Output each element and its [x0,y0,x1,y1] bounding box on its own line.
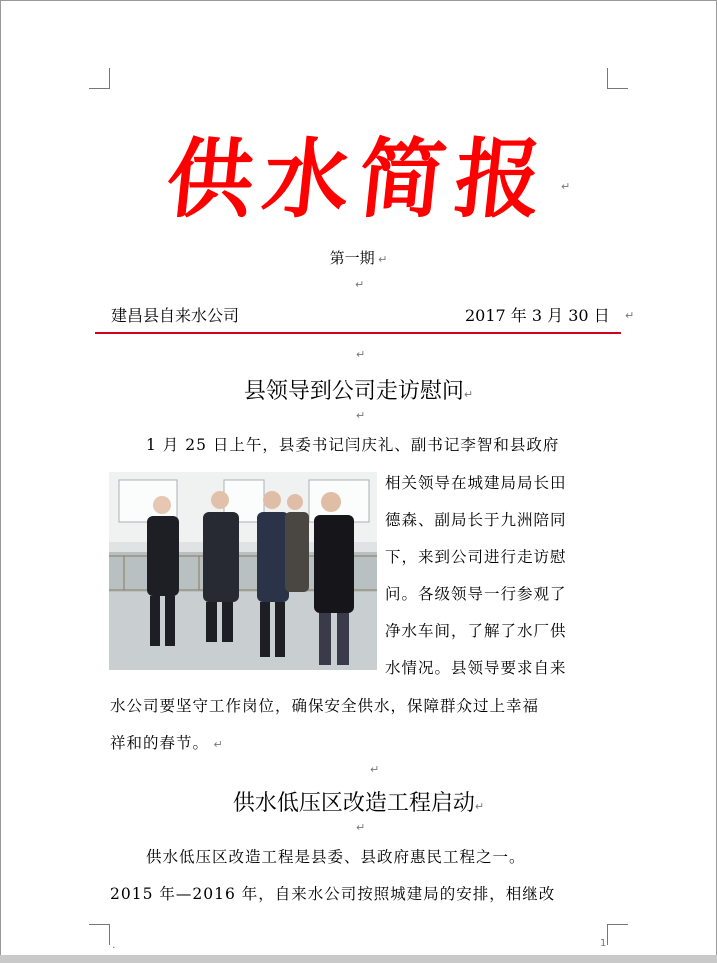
crop-mark-top-right [607,68,628,89]
issue-date: 2017 年 3 月 30 日 [465,306,610,325]
article-1-line: 水情况。县领导要求自来 [385,659,567,677]
paragraph-mark: ↵ [356,348,366,361]
paragraph-mark: ↵ [561,180,571,193]
article-1-line: 问。各级领导一行参观了 [385,585,567,603]
article-1-line: 祥和的春节。 ↵ [110,734,224,752]
crop-mark-bottom-right [607,924,628,945]
article-1-line: 净水车间，了解了水厂供 [385,622,567,640]
masthead-title: 供水简报 [161,129,557,230]
visit-photo [109,472,377,670]
article-2-headline: 供水低压区改造工程启动↵ [232,791,485,816]
paragraph-mark: ↵ [356,821,366,834]
paragraph-mark: ↵ [370,763,380,776]
article-1-line: 相关领导在城建局局长田 [385,474,567,492]
article-1-headline: 县领导到公司走访慰问↵ [243,379,474,404]
footer-mark: . [112,938,116,951]
article-1-line: 德森、副局长于九洲陪同 [385,511,567,529]
paragraph-mark: ↵ [356,409,366,422]
article-2-line: 2015 年—2016 年，自来水公司按照城建局的安排，相继改 [110,885,556,903]
paragraph-mark: ↵ [355,278,365,291]
visit-photo-image [109,472,377,670]
article-1-line: 水公司要坚守工作岗位，确保安全供水，保障群众过上幸福 [110,697,540,715]
paragraph-mark: ↵ [625,309,635,322]
publisher-name: 建昌县自来水公司 [111,306,240,325]
issue-number: 第一期 ↵ [329,249,388,267]
article-1-line: 1 月 25 日上午，县委书记闫庆礼、副书记李智和县政府 [146,436,560,454]
page-shadow [0,955,717,963]
crop-mark-top-left [89,68,110,89]
page-number: 1 [600,938,607,949]
article-1-line: 下，来到公司进行走访慰 [385,548,567,566]
header-rule [95,332,621,334]
article-2-line: 供水低压区改造工程是县委、县政府惠民工程之一。 [146,848,526,866]
crop-mark-bottom-left [89,924,110,945]
